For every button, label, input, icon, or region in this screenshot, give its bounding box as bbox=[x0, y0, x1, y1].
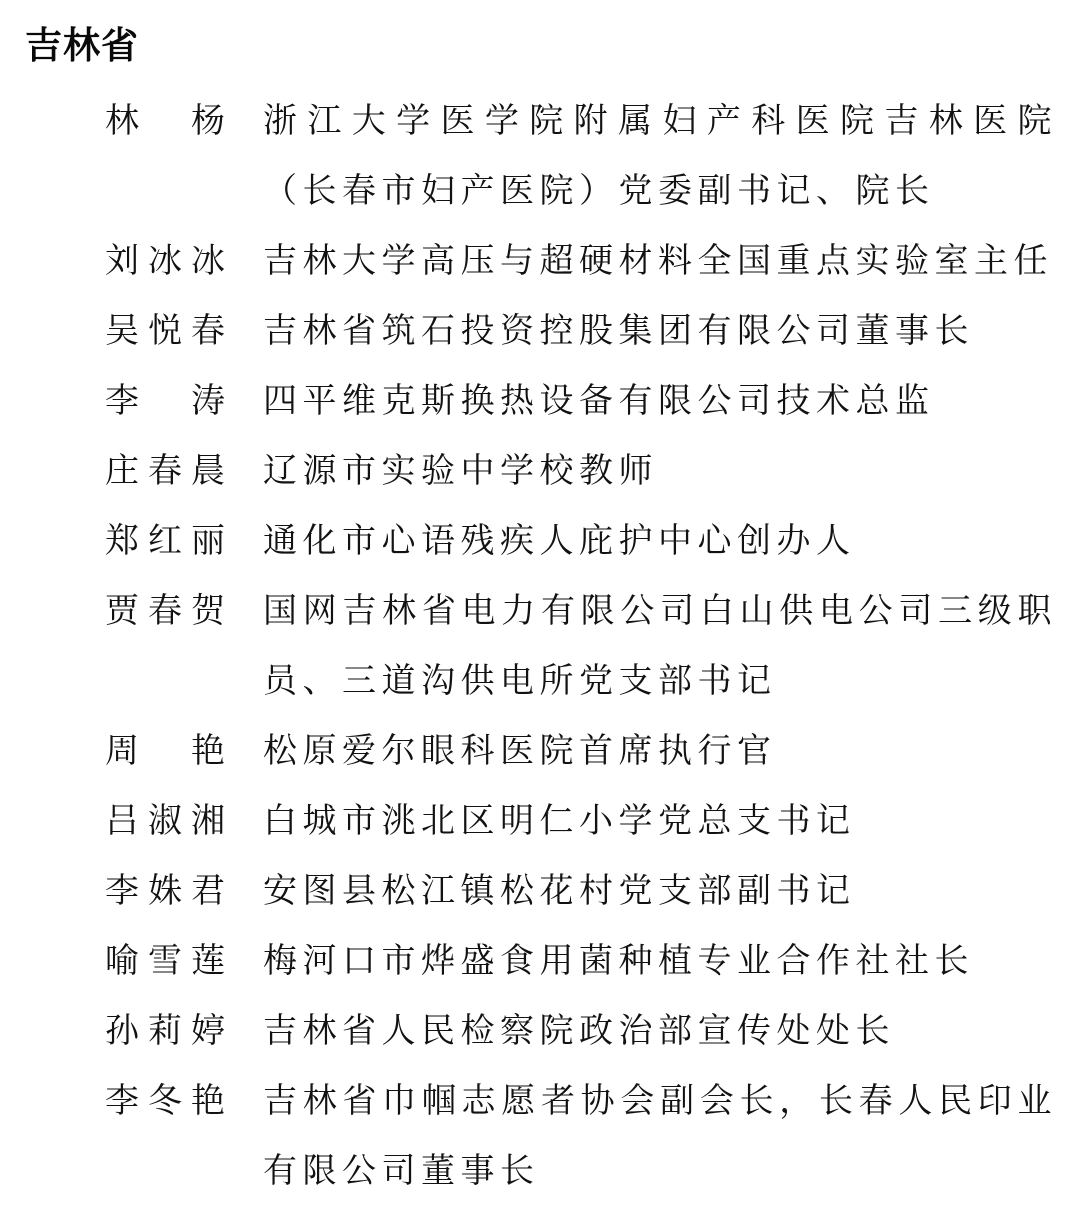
honoree-list bbox=[25, 86, 1057, 1206]
entry-description bbox=[263, 436, 1057, 506]
description-line: 松原爱尔眼科医院首席执行官 bbox=[263, 731, 777, 771]
entry-description bbox=[263, 506, 1057, 576]
entry-description bbox=[263, 226, 1057, 296]
description-line: 浙江大学医学院附属妇产科医院吉林医院 bbox=[263, 101, 1057, 141]
entry-row bbox=[105, 506, 1057, 576]
description-line: 通化市心语残疾人庇护中心创办人 bbox=[263, 521, 856, 561]
entry-name: 吕 淑 湘 bbox=[105, 801, 225, 841]
entry-row bbox=[105, 716, 1057, 786]
description-line: （长春市妇产医院）党委副书记、院长 bbox=[263, 171, 935, 211]
entry-name: 李 涛 bbox=[105, 381, 225, 421]
entry-description bbox=[263, 996, 1057, 1066]
entry-row bbox=[105, 996, 1057, 1066]
entry-description bbox=[263, 366, 1057, 436]
entry-description bbox=[263, 1066, 1057, 1206]
entry-name: 贾 春 贺 bbox=[105, 591, 225, 631]
entry-name: 周 艳 bbox=[105, 731, 225, 771]
description-line: 吉林省筑石投资控股集团有限公司董事长 bbox=[263, 311, 974, 351]
description-line: 辽源市实验中学校教师 bbox=[263, 451, 658, 491]
entry-row bbox=[105, 926, 1057, 996]
entry-row bbox=[105, 576, 1057, 716]
entry-description bbox=[263, 576, 1057, 716]
entry-row bbox=[105, 856, 1057, 926]
entry-name: 喻 雪 莲 bbox=[105, 941, 225, 981]
entry-description bbox=[263, 86, 1057, 226]
description-line: 有限公司董事长 bbox=[263, 1151, 540, 1191]
entry-name: 庄 春 晨 bbox=[105, 451, 225, 491]
entry-row bbox=[105, 1066, 1057, 1206]
entry-row bbox=[105, 436, 1057, 506]
description-line: 梅河口市烨盛食用菌种植专业合作社社长 bbox=[263, 941, 974, 981]
page-title: 吉林省 bbox=[25, 24, 139, 67]
entry-description bbox=[263, 786, 1057, 856]
entry-row bbox=[105, 296, 1057, 366]
entry-name: 李 冬 艳 bbox=[105, 1081, 225, 1121]
description-line: 白城市洮北区明仁小学党总支书记 bbox=[263, 801, 856, 841]
entry-name: 李 姝 君 bbox=[105, 871, 225, 911]
entry-name: 孙 莉 婷 bbox=[105, 1011, 225, 1051]
entry-row bbox=[105, 226, 1057, 296]
description-line: 吉林省人民检察院政治部宣传处处长 bbox=[263, 1011, 895, 1051]
description-line: 四平维克斯换热设备有限公司技术总监 bbox=[263, 381, 935, 421]
entry-description bbox=[263, 856, 1057, 926]
entry-row bbox=[105, 366, 1057, 436]
entry-description bbox=[263, 296, 1057, 366]
entry-row bbox=[105, 86, 1057, 226]
description-line: 吉林大学高压与超硬材料全国重点实验室主任 bbox=[263, 241, 1053, 281]
entry-name: 郑 红 丽 bbox=[105, 521, 225, 561]
entry-row bbox=[105, 786, 1057, 856]
entry-name: 吴 悦 春 bbox=[105, 311, 225, 351]
entry-description bbox=[263, 926, 1057, 996]
description-line: 吉林省巾帼志愿者协会副会长，长春人民印业 bbox=[263, 1081, 1057, 1121]
entry-name: 林 杨 bbox=[105, 101, 225, 141]
description-line: 国网吉林省电力有限公司白山供电公司三级职 bbox=[263, 591, 1057, 631]
description-line: 员、三道沟供电所党支部书记 bbox=[263, 661, 777, 701]
entry-description bbox=[263, 716, 1057, 786]
entry-name: 刘 冰 冰 bbox=[105, 241, 225, 281]
description-line: 安图县松江镇松花村党支部副书记 bbox=[263, 871, 856, 911]
